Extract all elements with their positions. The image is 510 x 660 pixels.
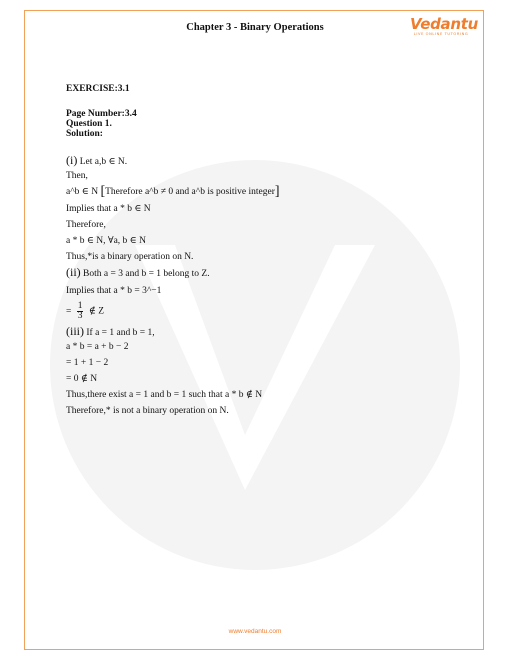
line-1-text: Let a,b ∈ N.: [79, 157, 128, 167]
part-ii-label: (ii): [66, 265, 81, 279]
solution-line-14: = 0 ∉ N: [66, 374, 98, 384]
solution-line-13: = 1 + 1 − 2: [66, 358, 109, 368]
exercise-heading: EXERCISE:3.1: [66, 84, 130, 94]
solution-line-3: [66, 186, 280, 198]
solution-label: Solution:: [66, 129, 103, 139]
solution-line-7: Thus,*is a binary operation on N.: [66, 252, 194, 262]
solution-line-10: [66, 302, 104, 321]
line-8-text: Both a = 3 and b = 1 belong to Z.: [83, 269, 210, 279]
fraction-denominator: 3: [77, 311, 83, 321]
solution-line-5: Therefore,: [66, 220, 106, 230]
solution-line-11: [66, 325, 155, 339]
fraction: [77, 302, 84, 321]
part-i-label: (i): [66, 153, 78, 167]
bracket-close-icon: ]: [274, 184, 280, 199]
solution-line-15: Thus,there exist a = 1 and b = 1 such that a * b ∉ N: [66, 390, 263, 400]
page-title: Chapter 3 - Binary Operations: [186, 22, 324, 33]
solution-line-2: Then,: [66, 171, 88, 181]
line-10-rest: ∉ Z: [88, 306, 105, 317]
vedantu-logo[interactable]: [410, 15, 478, 37]
solution-line-6: a * b ∈ N, ∀a, b ∈ N: [66, 236, 146, 246]
solution-line-1: [66, 154, 127, 168]
solution-line-4: Implies that a * b ∈ N: [66, 204, 151, 214]
solution-line-8: [66, 266, 210, 280]
equals-sign: =: [66, 306, 72, 317]
solution-line-16: Therefore,* is not a binary operation on N.: [66, 406, 229, 416]
question-label: Question 1.: [66, 119, 112, 129]
page-number: Page Number:3.4: [66, 109, 137, 119]
footer-url[interactable]: www.vedantu.com: [228, 628, 282, 635]
bracket-open-icon: [: [100, 184, 106, 199]
fraction-numerator: 1: [77, 301, 83, 311]
solution-line-12: a * b = a + b − 2: [66, 342, 129, 352]
logo-tagline: LIVE ONLINE TUTORING: [413, 32, 469, 36]
line-11-text: If a = 1 and b = 1,: [86, 328, 155, 338]
solution-line-9: Implies that a * b = 3^−1: [66, 286, 162, 296]
part-iii-label: (iii): [66, 324, 84, 338]
line-3-bracket-text: Therefore a^b ≠ 0 and a^b is positive integer: [105, 187, 275, 197]
line-3-math: a^b ∈ N: [66, 187, 99, 197]
logo-text: Vedantu: [410, 15, 478, 33]
